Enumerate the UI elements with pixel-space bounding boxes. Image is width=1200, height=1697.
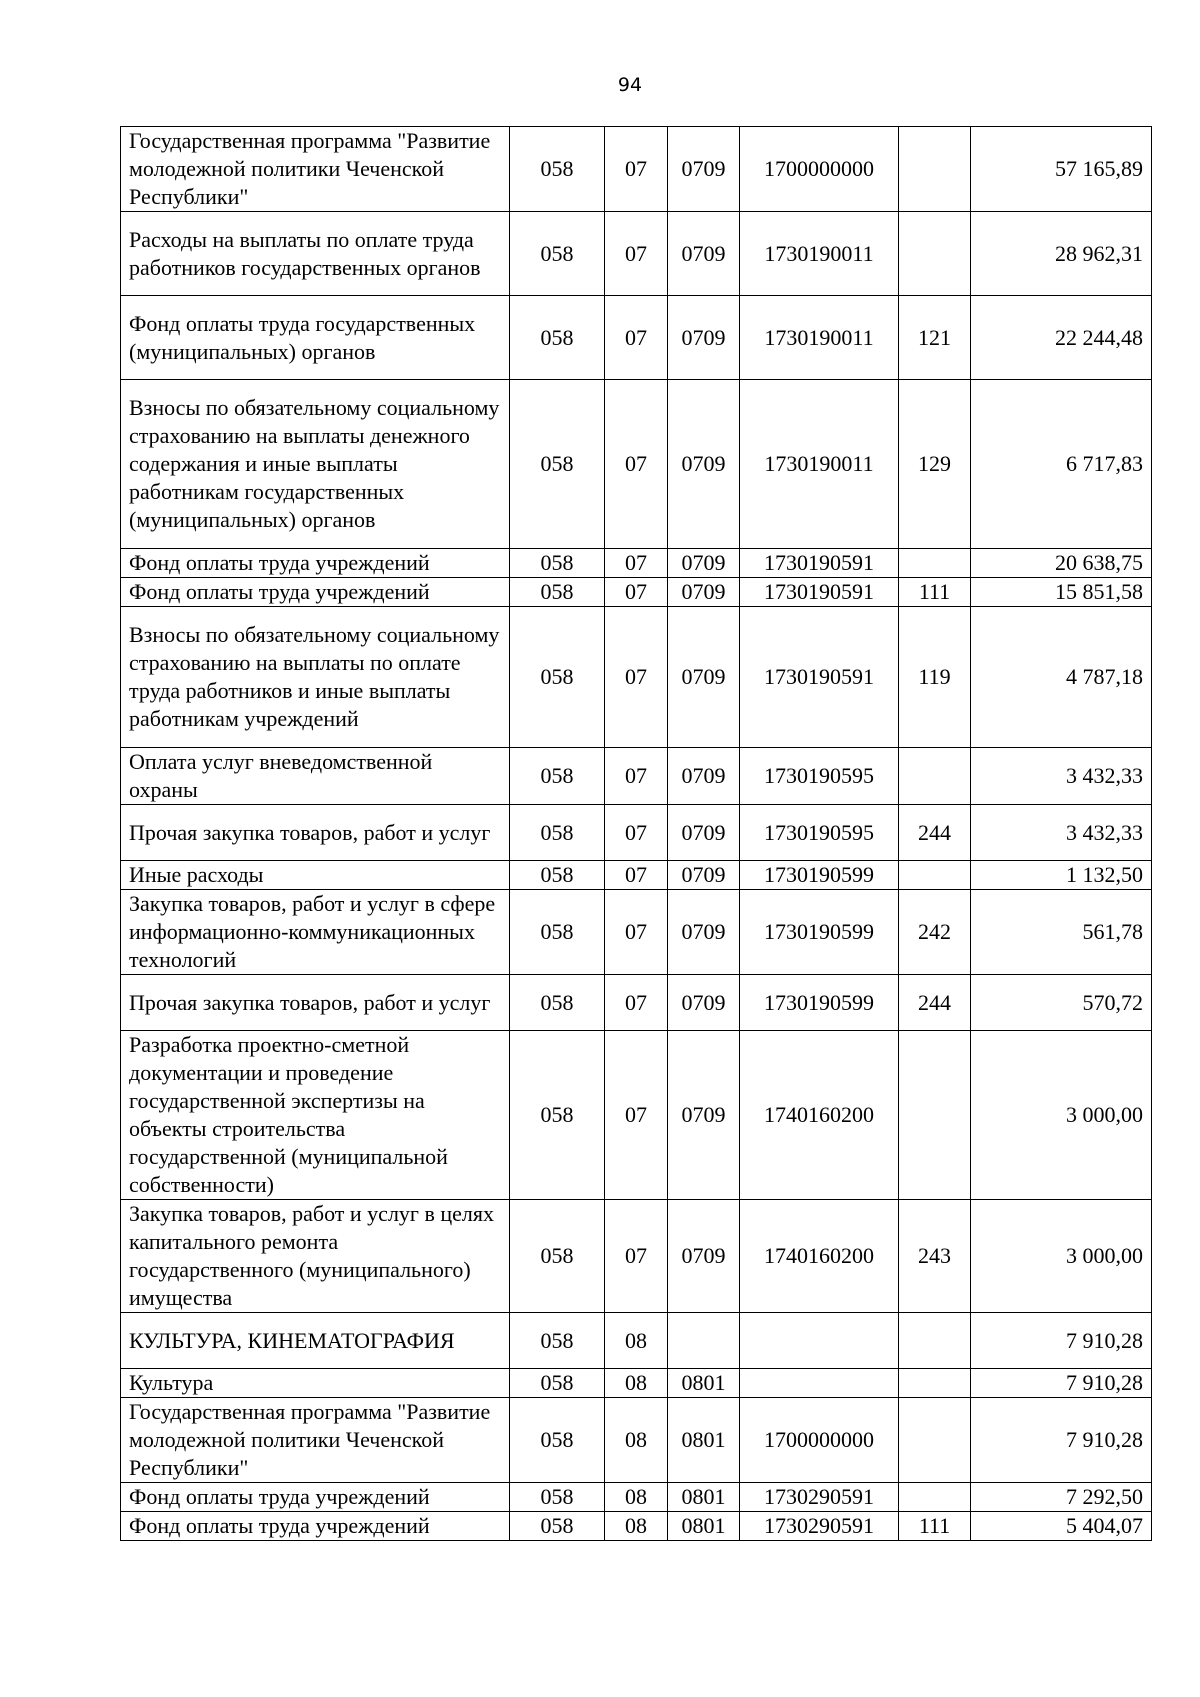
ministry-code-cell: 058 bbox=[510, 1369, 605, 1398]
target-item-code-cell: 1730290591 bbox=[740, 1512, 899, 1541]
ministry-code-cell: 058 bbox=[510, 212, 605, 296]
target-item-code-cell bbox=[740, 1369, 899, 1398]
target-item-code-cell: 1730190591 bbox=[740, 578, 899, 607]
expense-type-code-cell: 111 bbox=[899, 1512, 971, 1541]
section-code-cell: 07 bbox=[605, 975, 668, 1031]
amount-cell: 7 292,50 bbox=[971, 1483, 1152, 1512]
subsection-code-cell: 0709 bbox=[668, 1200, 740, 1313]
section-code-cell: 07 bbox=[605, 296, 668, 380]
subsection-code-cell: 0709 bbox=[668, 127, 740, 212]
expense-type-code-cell: 111 bbox=[899, 578, 971, 607]
row-name-cell: Взносы по обязательному социальному страхованию на выплаты денежного содержания и иные выплаты работникам государственных (муниципальных) органов bbox=[121, 380, 510, 549]
table-row bbox=[121, 975, 1152, 1031]
ministry-code-cell: 058 bbox=[510, 1031, 605, 1200]
budget-table-body bbox=[121, 127, 1152, 1541]
row-name-cell: Прочая закупка товаров, работ и услуг bbox=[121, 805, 510, 861]
subsection-code-cell bbox=[668, 1313, 740, 1369]
table-row bbox=[121, 296, 1152, 380]
row-name-cell: Закупка товаров, работ и услуг в сфере информационно-коммуникационных технологий bbox=[121, 890, 510, 975]
row-name-cell: Фонд оплаты труда учреждений bbox=[121, 1483, 510, 1512]
subsection-code-cell: 0801 bbox=[668, 1369, 740, 1398]
section-code-cell: 07 bbox=[605, 1200, 668, 1313]
row-name-cell: Фонд оплаты труда учреждений bbox=[121, 578, 510, 607]
table-row bbox=[121, 1031, 1152, 1200]
subsection-code-cell: 0709 bbox=[668, 1031, 740, 1200]
row-name-cell: Государственная программа "Развитие молодежной политики Чеченской Республики" bbox=[121, 1398, 510, 1483]
amount-cell: 5 404,07 bbox=[971, 1512, 1152, 1541]
target-item-code-cell: 1730190599 bbox=[740, 975, 899, 1031]
table-row bbox=[121, 1398, 1152, 1483]
expense-type-code-cell: 129 bbox=[899, 380, 971, 549]
subsection-code-cell: 0709 bbox=[668, 748, 740, 805]
section-code-cell: 07 bbox=[605, 380, 668, 549]
ministry-code-cell: 058 bbox=[510, 805, 605, 861]
target-item-code-cell: 1730190591 bbox=[740, 549, 899, 578]
row-name-cell: Разработка проектно-сметной документации и проведение государственной экспертизы на объекты строительства государственной (муниципальной собственности) bbox=[121, 1031, 510, 1200]
table-row bbox=[121, 549, 1152, 578]
target-item-code-cell bbox=[740, 1313, 899, 1369]
section-code-cell: 07 bbox=[605, 1031, 668, 1200]
expense-type-code-cell bbox=[899, 861, 971, 890]
table-row bbox=[121, 1313, 1152, 1369]
expense-type-code-cell: 244 bbox=[899, 805, 971, 861]
subsection-code-cell: 0709 bbox=[668, 380, 740, 549]
target-item-code-cell: 1730290591 bbox=[740, 1483, 899, 1512]
row-name-cell: Фонд оплаты труда учреждений bbox=[121, 549, 510, 578]
table-row bbox=[121, 1369, 1152, 1398]
table-row bbox=[121, 1200, 1152, 1313]
subsection-code-cell: 0709 bbox=[668, 890, 740, 975]
section-code-cell: 08 bbox=[605, 1369, 668, 1398]
section-code-cell: 07 bbox=[605, 861, 668, 890]
table-row bbox=[121, 890, 1152, 975]
expense-type-code-cell: 242 bbox=[899, 890, 971, 975]
subsection-code-cell: 0709 bbox=[668, 296, 740, 380]
ministry-code-cell: 058 bbox=[510, 1512, 605, 1541]
section-code-cell: 08 bbox=[605, 1398, 668, 1483]
subsection-code-cell: 0709 bbox=[668, 607, 740, 748]
section-code-cell: 07 bbox=[605, 607, 668, 748]
section-code-cell: 08 bbox=[605, 1313, 668, 1369]
expense-type-code-cell bbox=[899, 1483, 971, 1512]
amount-cell: 7 910,28 bbox=[971, 1369, 1152, 1398]
amount-cell: 6 717,83 bbox=[971, 380, 1152, 549]
amount-cell: 7 910,28 bbox=[971, 1398, 1152, 1483]
target-item-code-cell: 1740160200 bbox=[740, 1031, 899, 1200]
target-item-code-cell: 1730190591 bbox=[740, 607, 899, 748]
row-name-cell: Закупка товаров, работ и услуг в целях капитального ремонта государственного (муниципального) имущества bbox=[121, 1200, 510, 1313]
ministry-code-cell: 058 bbox=[510, 380, 605, 549]
section-code-cell: 07 bbox=[605, 549, 668, 578]
amount-cell: 22 244,48 bbox=[971, 296, 1152, 380]
ministry-code-cell: 058 bbox=[510, 861, 605, 890]
section-code-cell: 07 bbox=[605, 212, 668, 296]
ministry-code-cell: 058 bbox=[510, 549, 605, 578]
target-item-code-cell: 1730190011 bbox=[740, 380, 899, 549]
table-row bbox=[121, 127, 1152, 212]
ministry-code-cell: 058 bbox=[510, 890, 605, 975]
amount-cell: 3 432,33 bbox=[971, 748, 1152, 805]
amount-cell: 57 165,89 bbox=[971, 127, 1152, 212]
table-row bbox=[121, 607, 1152, 748]
amount-cell: 15 851,58 bbox=[971, 578, 1152, 607]
row-name-cell: Фонд оплаты труда государственных (муниципальных) органов bbox=[121, 296, 510, 380]
table-row bbox=[121, 805, 1152, 861]
subsection-code-cell: 0801 bbox=[668, 1483, 740, 1512]
amount-cell: 20 638,75 bbox=[971, 549, 1152, 578]
amount-cell: 4 787,18 bbox=[971, 607, 1152, 748]
amount-cell: 1 132,50 bbox=[971, 861, 1152, 890]
expense-type-code-cell: 243 bbox=[899, 1200, 971, 1313]
target-item-code-cell: 1730190599 bbox=[740, 890, 899, 975]
ministry-code-cell: 058 bbox=[510, 1398, 605, 1483]
amount-cell: 3 000,00 bbox=[971, 1031, 1152, 1200]
subsection-code-cell: 0801 bbox=[668, 1512, 740, 1541]
section-code-cell: 07 bbox=[605, 890, 668, 975]
row-name-cell: Оплата услуг вневедомственной охраны bbox=[121, 748, 510, 805]
subsection-code-cell: 0709 bbox=[668, 975, 740, 1031]
expense-type-code-cell: 119 bbox=[899, 607, 971, 748]
table-row bbox=[121, 578, 1152, 607]
ministry-code-cell: 058 bbox=[510, 1200, 605, 1313]
target-item-code-cell: 1730190011 bbox=[740, 296, 899, 380]
row-name-cell: Иные расходы bbox=[121, 861, 510, 890]
table-row bbox=[121, 1512, 1152, 1541]
row-name-cell: КУЛЬТУРА, КИНЕМАТОГРАФИЯ bbox=[121, 1313, 510, 1369]
page-number: 94 bbox=[617, 74, 643, 96]
expense-type-code-cell bbox=[899, 1031, 971, 1200]
ministry-code-cell: 058 bbox=[510, 578, 605, 607]
ministry-code-cell: 058 bbox=[510, 975, 605, 1031]
ministry-code-cell: 058 bbox=[510, 296, 605, 380]
row-name-cell: Культура bbox=[121, 1369, 510, 1398]
expense-type-code-cell: 244 bbox=[899, 975, 971, 1031]
row-name-cell: Государственная программа "Развитие молодежной политики Чеченской Республики" bbox=[121, 127, 510, 212]
ministry-code-cell: 058 bbox=[510, 607, 605, 748]
expense-type-code-cell bbox=[899, 127, 971, 212]
subsection-code-cell: 0709 bbox=[668, 805, 740, 861]
target-item-code-cell: 1700000000 bbox=[740, 1398, 899, 1483]
section-code-cell: 07 bbox=[605, 578, 668, 607]
amount-cell: 28 962,31 bbox=[971, 212, 1152, 296]
expense-type-code-cell: 121 bbox=[899, 296, 971, 380]
table-row bbox=[121, 380, 1152, 549]
expense-type-code-cell bbox=[899, 748, 971, 805]
expense-type-code-cell bbox=[899, 1398, 971, 1483]
ministry-code-cell: 058 bbox=[510, 1313, 605, 1369]
row-name-cell: Расходы на выплаты по оплате труда работников государственных органов bbox=[121, 212, 510, 296]
target-item-code-cell: 1730190595 bbox=[740, 748, 899, 805]
amount-cell: 561,78 bbox=[971, 890, 1152, 975]
section-code-cell: 07 bbox=[605, 748, 668, 805]
amount-cell: 3 432,33 bbox=[971, 805, 1152, 861]
section-code-cell: 07 bbox=[605, 805, 668, 861]
row-name-cell: Взносы по обязательному социальному страхованию на выплаты по оплате труда работников и иные выплаты работникам учреждений bbox=[121, 607, 510, 748]
row-name-cell: Прочая закупка товаров, работ и услуг bbox=[121, 975, 510, 1031]
target-item-code-cell: 1740160200 bbox=[740, 1200, 899, 1313]
table-row bbox=[121, 861, 1152, 890]
amount-cell: 7 910,28 bbox=[971, 1313, 1152, 1369]
subsection-code-cell: 0709 bbox=[668, 549, 740, 578]
ministry-code-cell: 058 bbox=[510, 1483, 605, 1512]
target-item-code-cell: 1730190599 bbox=[740, 861, 899, 890]
expense-type-code-cell bbox=[899, 549, 971, 578]
target-item-code-cell: 1700000000 bbox=[740, 127, 899, 212]
section-code-cell: 08 bbox=[605, 1512, 668, 1541]
section-code-cell: 07 bbox=[605, 127, 668, 212]
subsection-code-cell: 0709 bbox=[668, 212, 740, 296]
expense-type-code-cell bbox=[899, 212, 971, 296]
table-row bbox=[121, 212, 1152, 296]
subsection-code-cell: 0709 bbox=[668, 861, 740, 890]
section-code-cell: 08 bbox=[605, 1483, 668, 1512]
subsection-code-cell: 0709 bbox=[668, 578, 740, 607]
subsection-code-cell: 0801 bbox=[668, 1398, 740, 1483]
table-row bbox=[121, 748, 1152, 805]
amount-cell: 3 000,00 bbox=[971, 1200, 1152, 1313]
row-name-cell: Фонд оплаты труда учреждений bbox=[121, 1512, 510, 1541]
expense-type-code-cell bbox=[899, 1313, 971, 1369]
target-item-code-cell: 1730190011 bbox=[740, 212, 899, 296]
budget-table bbox=[120, 126, 1152, 1541]
ministry-code-cell: 058 bbox=[510, 748, 605, 805]
amount-cell: 570,72 bbox=[971, 975, 1152, 1031]
target-item-code-cell: 1730190595 bbox=[740, 805, 899, 861]
ministry-code-cell: 058 bbox=[510, 127, 605, 212]
table-row bbox=[121, 1483, 1152, 1512]
expense-type-code-cell bbox=[899, 1369, 971, 1398]
